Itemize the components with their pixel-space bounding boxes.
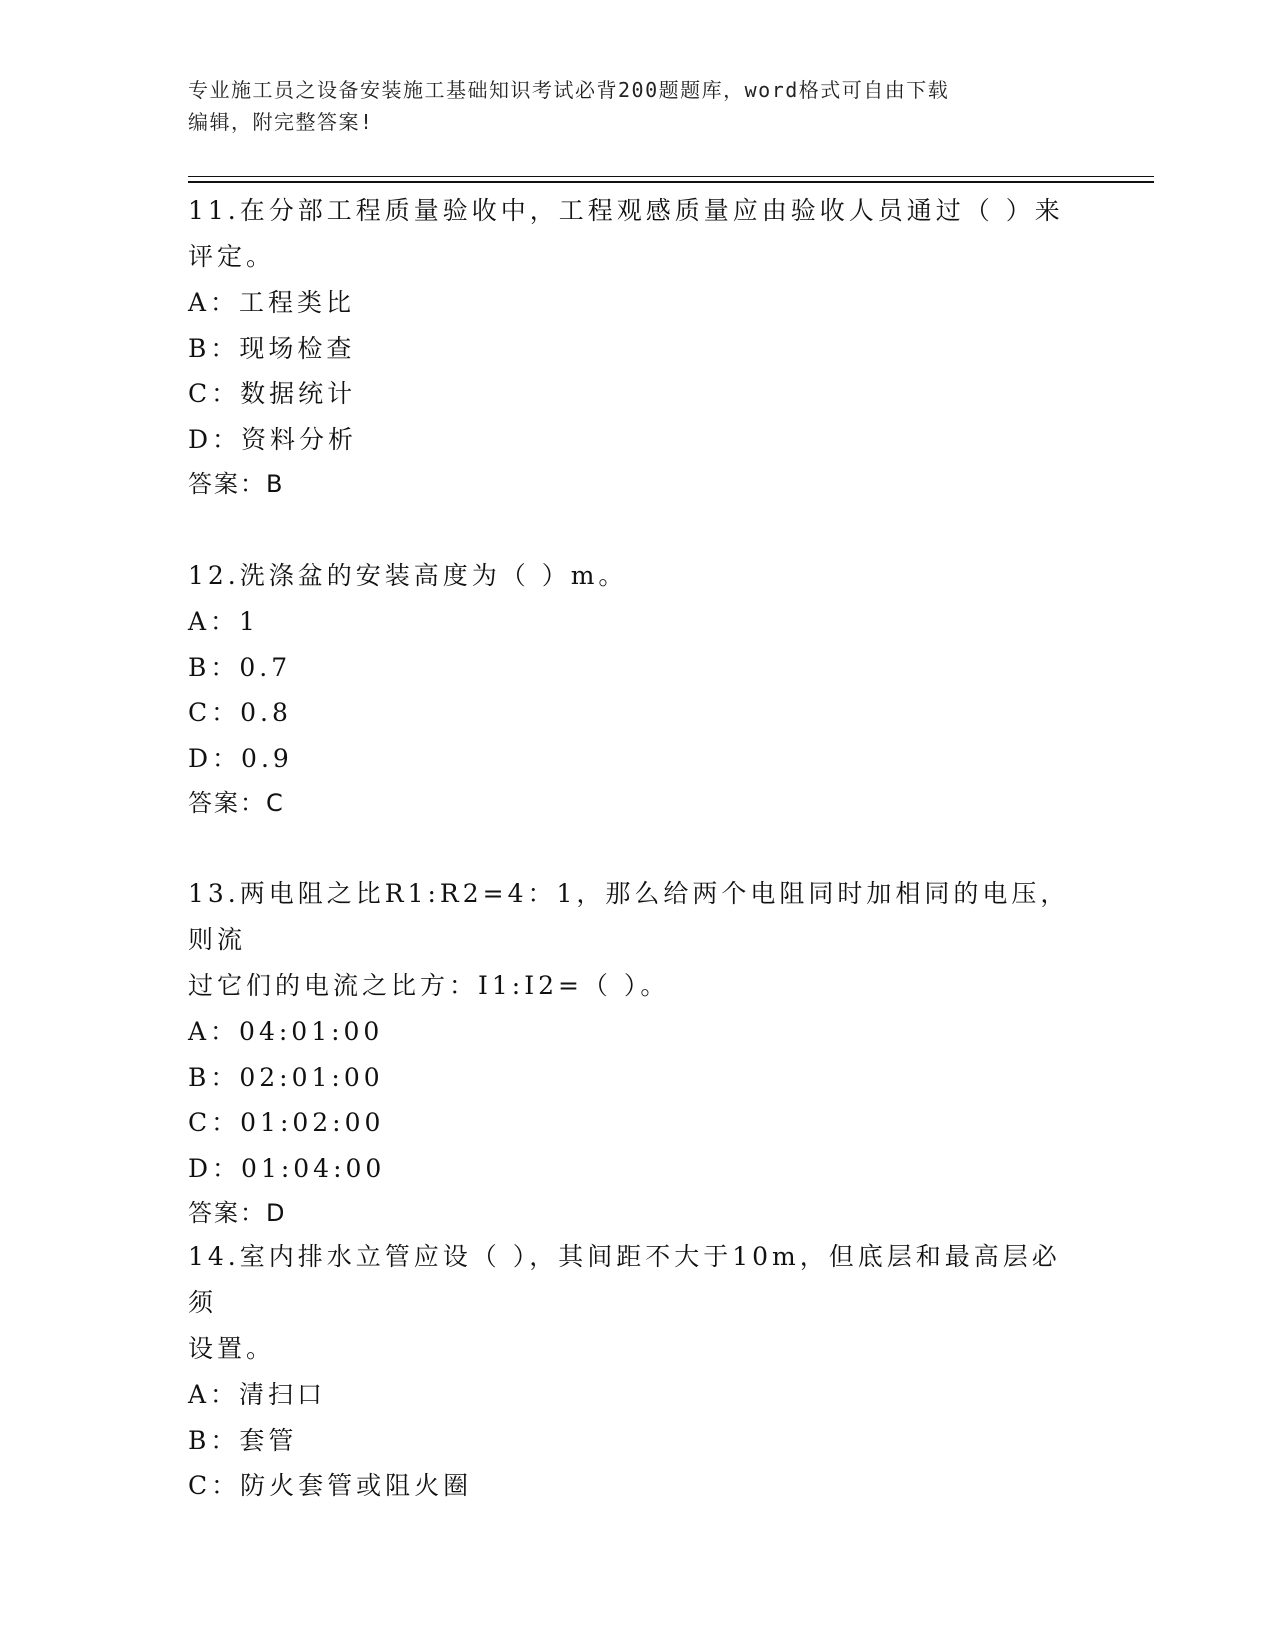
question-stem-line-2: 评定。 [188, 242, 276, 271]
question-stem [188, 553, 1088, 599]
option-d: D：0.9 [188, 743, 293, 773]
option-b: B：0.7 [188, 652, 292, 682]
option-c: C：0.8 [188, 698, 292, 727]
option-b: B：套管 [188, 1425, 298, 1455]
document-header [188, 74, 1068, 138]
header-divider-thin [188, 176, 1154, 177]
question-stem-line-2: 设置。 [188, 1334, 276, 1363]
option-d: D：资料分析 [188, 424, 358, 454]
option-a: A：04:01:00 [188, 1017, 384, 1046]
question-stem-line-2: 过它们的电流之比方：I1:I2=（ ）。 [188, 971, 670, 1000]
question-stem [188, 1234, 1088, 1372]
question-stem [188, 871, 1088, 1009]
question-13 [188, 871, 1088, 1235]
header-divider-thick [188, 181, 1154, 183]
header-line-1: 专业施工员之设备安装施工基础知识考试必背200题题库，word格式可自由下载 [188, 78, 950, 102]
answer-label: 答案：B [188, 470, 285, 498]
option-a: A：清扫口 [188, 1380, 327, 1409]
question-12 [188, 553, 1088, 825]
question-stem-line-1: 13.两电阻之比R1:R2=4：1，那么给两个电阻同时加相同的电压，则流 [188, 879, 1070, 954]
option-b: B：02:01:00 [188, 1062, 384, 1092]
option-c: C：01:02:00 [188, 1108, 385, 1137]
question-stem [188, 188, 1088, 280]
question-11 [188, 188, 1088, 506]
question-stem-line-1: 14.室内排水立管应设（ ），其间距不大于10m，但底层和最高层必须 [188, 1242, 1061, 1317]
option-b: B：现场检查 [188, 333, 356, 363]
option-a: A：工程类比 [188, 288, 356, 317]
option-a: A：1 [188, 607, 259, 636]
option-c: C：防火套管或阻火圈 [188, 1471, 473, 1500]
answer-label: 答案：D [188, 1199, 287, 1227]
question-14 [188, 1234, 1088, 1509]
option-d: D：01:04:00 [188, 1153, 386, 1183]
question-stem-line-1: 12.洗涤盆的安装高度为（ ）m。 [188, 561, 628, 590]
header-line-2: 编辑，附完整答案! [188, 110, 374, 134]
question-stem-line-1: 11.在分部工程质量验收中，工程观感质量应由验收人员通过（ ）来 [188, 196, 1064, 225]
option-c: C：数据统计 [188, 379, 357, 408]
answer-label: 答案：C [188, 789, 285, 817]
